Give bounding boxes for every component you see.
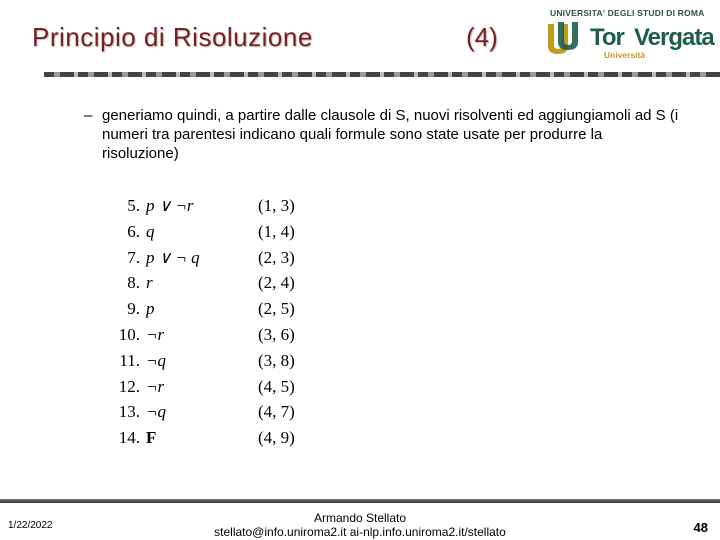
formula-expression: r: [146, 273, 153, 293]
bottom-rule: [0, 499, 720, 503]
formula-source: (3, 8): [258, 350, 295, 370]
footer-page-number: 48: [693, 520, 708, 535]
footer-author: Armando Stellato: [313, 511, 407, 525]
formula-number: 13.: [118, 402, 140, 422]
formula-expression: p: [146, 299, 155, 319]
footer-contact: stellato@info.uniroma2.it ai-nlp.info.uniroma2.it/stellato: [214, 525, 506, 539]
formula-expression: ¬q: [146, 402, 166, 422]
university-logo: [544, 6, 712, 62]
formula-number: 6.: [127, 221, 140, 241]
formula-expression: q: [146, 221, 155, 241]
slide-title: Principio di Risoluzione: [32, 22, 313, 52]
logo-subtitle: Università: [604, 50, 646, 60]
formula-source: (2, 4): [258, 273, 295, 293]
formula-source: (1, 4): [258, 221, 295, 241]
top-rule: [44, 72, 720, 77]
formula-number: 8.: [127, 273, 140, 293]
formula-number: 5.: [127, 196, 140, 215]
formula-expression: p ∨ ¬ q: [146, 247, 200, 267]
logo-word-vergata: Vergata: [634, 24, 714, 51]
formula-expression: ¬q: [146, 350, 166, 370]
formula-expression: F: [146, 428, 157, 448]
formula-source: (2, 3): [258, 247, 295, 267]
formula-number: 14.: [118, 428, 140, 448]
formula-number: 9.: [127, 299, 140, 319]
logo-word-tor: Tor: [590, 24, 624, 51]
bullet-text: generiamo quindi, a partire dalle clausole di S, nuovi risolventi ed aggiungiamoli ad S (i numeri tra parentesi indicano quali formule sono state usate per produrre la risoluzione): [102, 107, 679, 162]
formula-expression: p ∨ ¬r: [146, 196, 194, 215]
formula-number: 7.: [127, 247, 140, 267]
bullet-dash: –: [84, 107, 93, 124]
logo-mark-icon: [544, 20, 588, 58]
formula-number: 12.: [118, 376, 140, 396]
formula-source: (4, 9): [258, 428, 295, 448]
logo-header-text: UNIVERSITA' DEGLI STUDI DI ROMA: [550, 8, 705, 18]
slide-title-number: (4): [466, 22, 498, 52]
formula-source: (1, 3): [258, 196, 295, 215]
formula-number: 11.: [119, 350, 140, 370]
footer-date: 1/22/2022: [8, 520, 53, 531]
footer-author-block: [0, 511, 720, 539]
formula-expression: ¬r: [146, 324, 165, 344]
formula-expression: ¬r: [146, 376, 165, 396]
formula-number: 10.: [118, 324, 140, 344]
formula-source: (2, 5): [258, 299, 295, 319]
formula-source: (3, 6): [258, 324, 295, 344]
formula-source: (4, 5): [258, 376, 295, 396]
formula-source: (4, 7): [258, 402, 295, 422]
